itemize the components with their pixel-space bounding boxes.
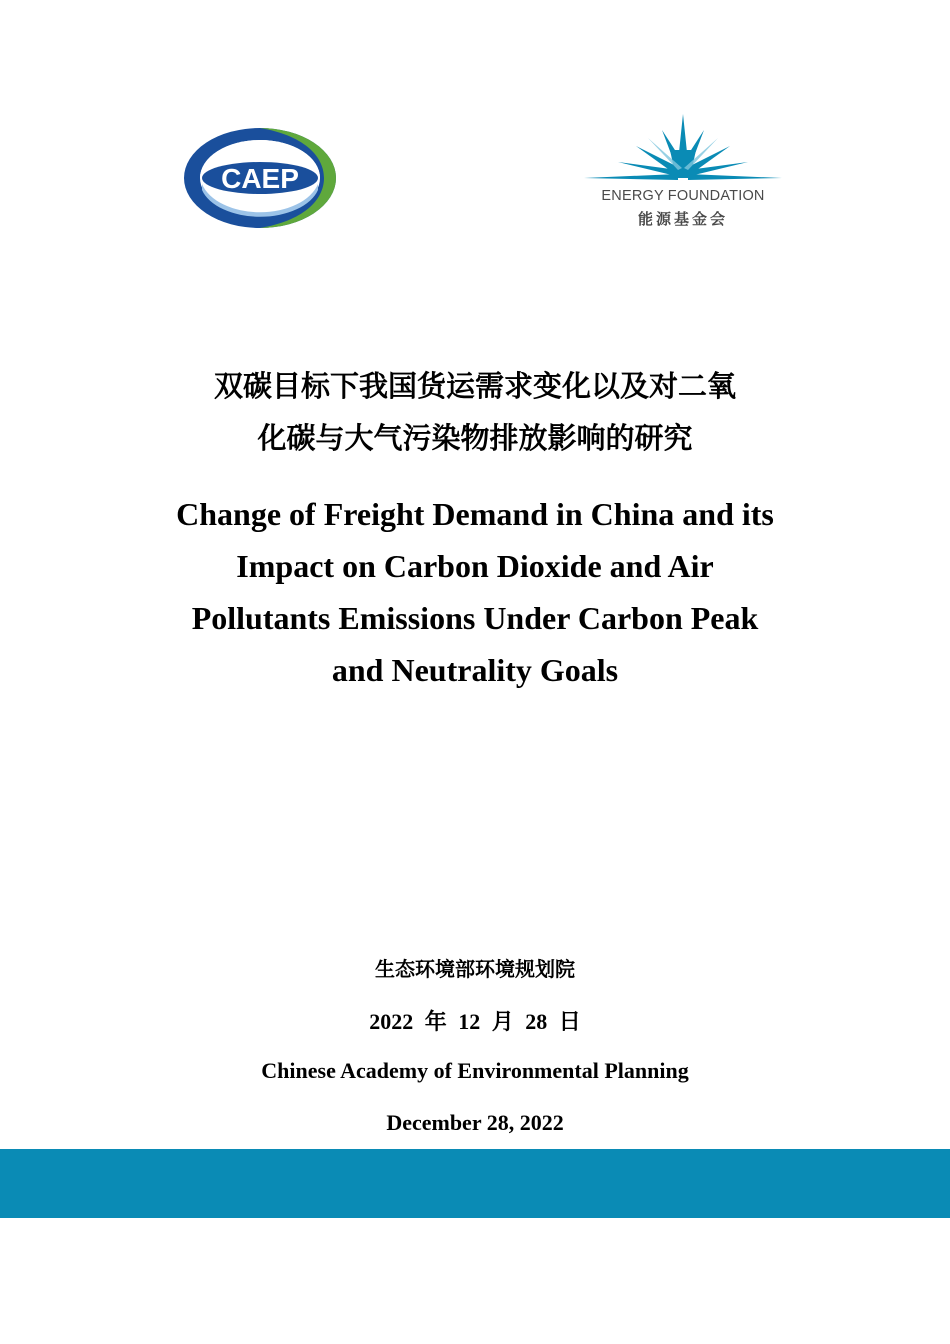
publish-date-en: December 28, 2022: [386, 1110, 564, 1135]
title-en-line: Change of Freight Demand in China and its: [176, 496, 774, 532]
report-title-cn: [100, 360, 850, 464]
caep-logo: [182, 126, 338, 230]
title-en-line: and Neutrality Goals: [331, 652, 619, 688]
title-cn-line: 化碳与大气污染物排放影响的研究: [257, 421, 693, 455]
energy-foundation-name: ENERGY FOUNDATION: [601, 188, 765, 204]
footer-color-band: [0, 1149, 950, 1218]
publisher-org-cn: 生态环境部环境规划院: [375, 957, 575, 981]
title-en-line: Impact on Carbon Dioxide and Air: [236, 548, 714, 584]
caep-logo-text: CAEP: [221, 163, 299, 194]
title-en-line: Pollutants Emissions Under Carbon Peak: [191, 600, 759, 636]
energy-foundation-star-icon: [578, 112, 788, 188]
publish-date-cn: 2022 年 12 月 28 日: [369, 1009, 581, 1034]
publisher-org-en: Chinese Academy of Environmental Planning: [261, 1058, 689, 1083]
energy-foundation-logo: [578, 112, 788, 236]
title-cn-line: 双碳目标下我国货运需求变化以及对二氧: [213, 369, 736, 403]
report-title-en: [120, 488, 830, 696]
energy-foundation-name-cn: 能源基金会: [637, 210, 728, 228]
caep-logo-graphic: [182, 126, 338, 230]
